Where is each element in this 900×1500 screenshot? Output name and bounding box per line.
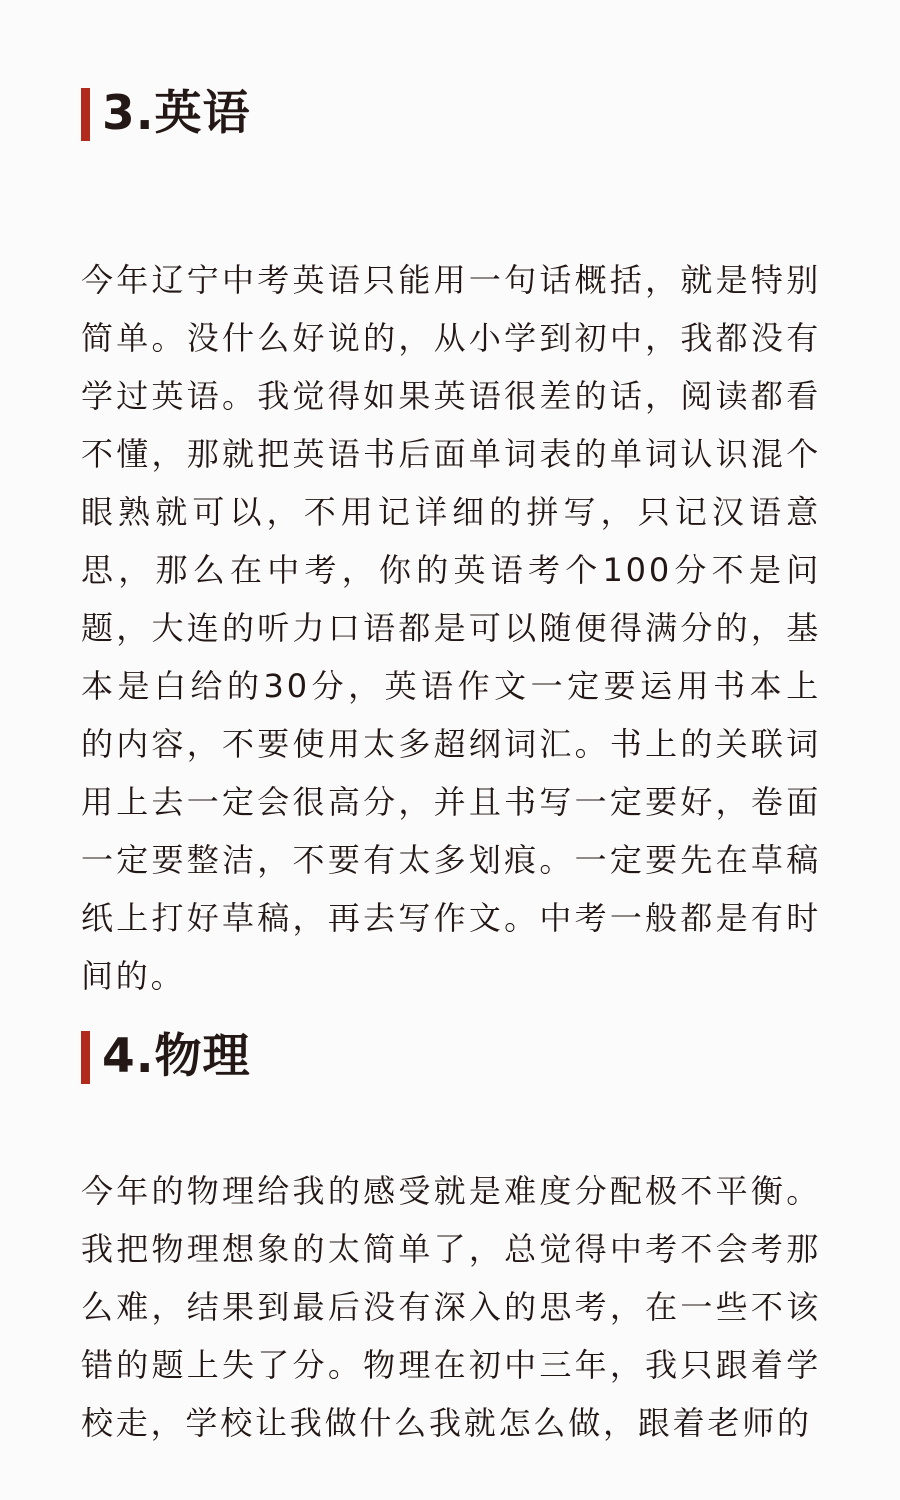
section-paragraph: 今年辽宁中考英语只能用一句话概括，就是特别简单。没什么好说的，从小学到初中，我都没有学过英语。我觉得如果英语很差的话，阅读都看不懂，那就把英语书后面单词表的单词认识混个眼熟就可以，不用记详细的拼写，只记汉语意思，那么在中考，你的英语考个100分不是问题，大连的听力口语都是可以随便得满分的，基本是白给的30分，英语作文一定要运用书本上的内容，不要使用太多超纲词汇。书上的关联词用上去一定会很高分，并且书写一定要好，卷面一定要整洁，不要有太多划痕。一定要先在草稿纸上打好草稿，再去写作文。中考一般都是有时间的。	[81, 261, 821, 995]
section-heading	[81, 86, 821, 142]
section-english	[81, 86, 821, 1005]
heading-accent-bar	[81, 88, 90, 141]
section-heading	[81, 1029, 821, 1085]
heading-accent-bar	[81, 1031, 90, 1084]
section-title: 3.英语	[102, 86, 251, 141]
section-paragraph: 今年的物理给我的感受就是难度分配极不平衡。我把物理想象的太简单了，总觉得中考不会考那么难，结果到最后没有深入的思考，在一些不该错的题上失了分。物理在初中三年，我只跟着学校走，学校让我做什么我就怎么做，跟着老师的	[81, 1172, 821, 1442]
section-physics	[81, 1029, 821, 1452]
section-title: 4.物理	[102, 1029, 251, 1084]
